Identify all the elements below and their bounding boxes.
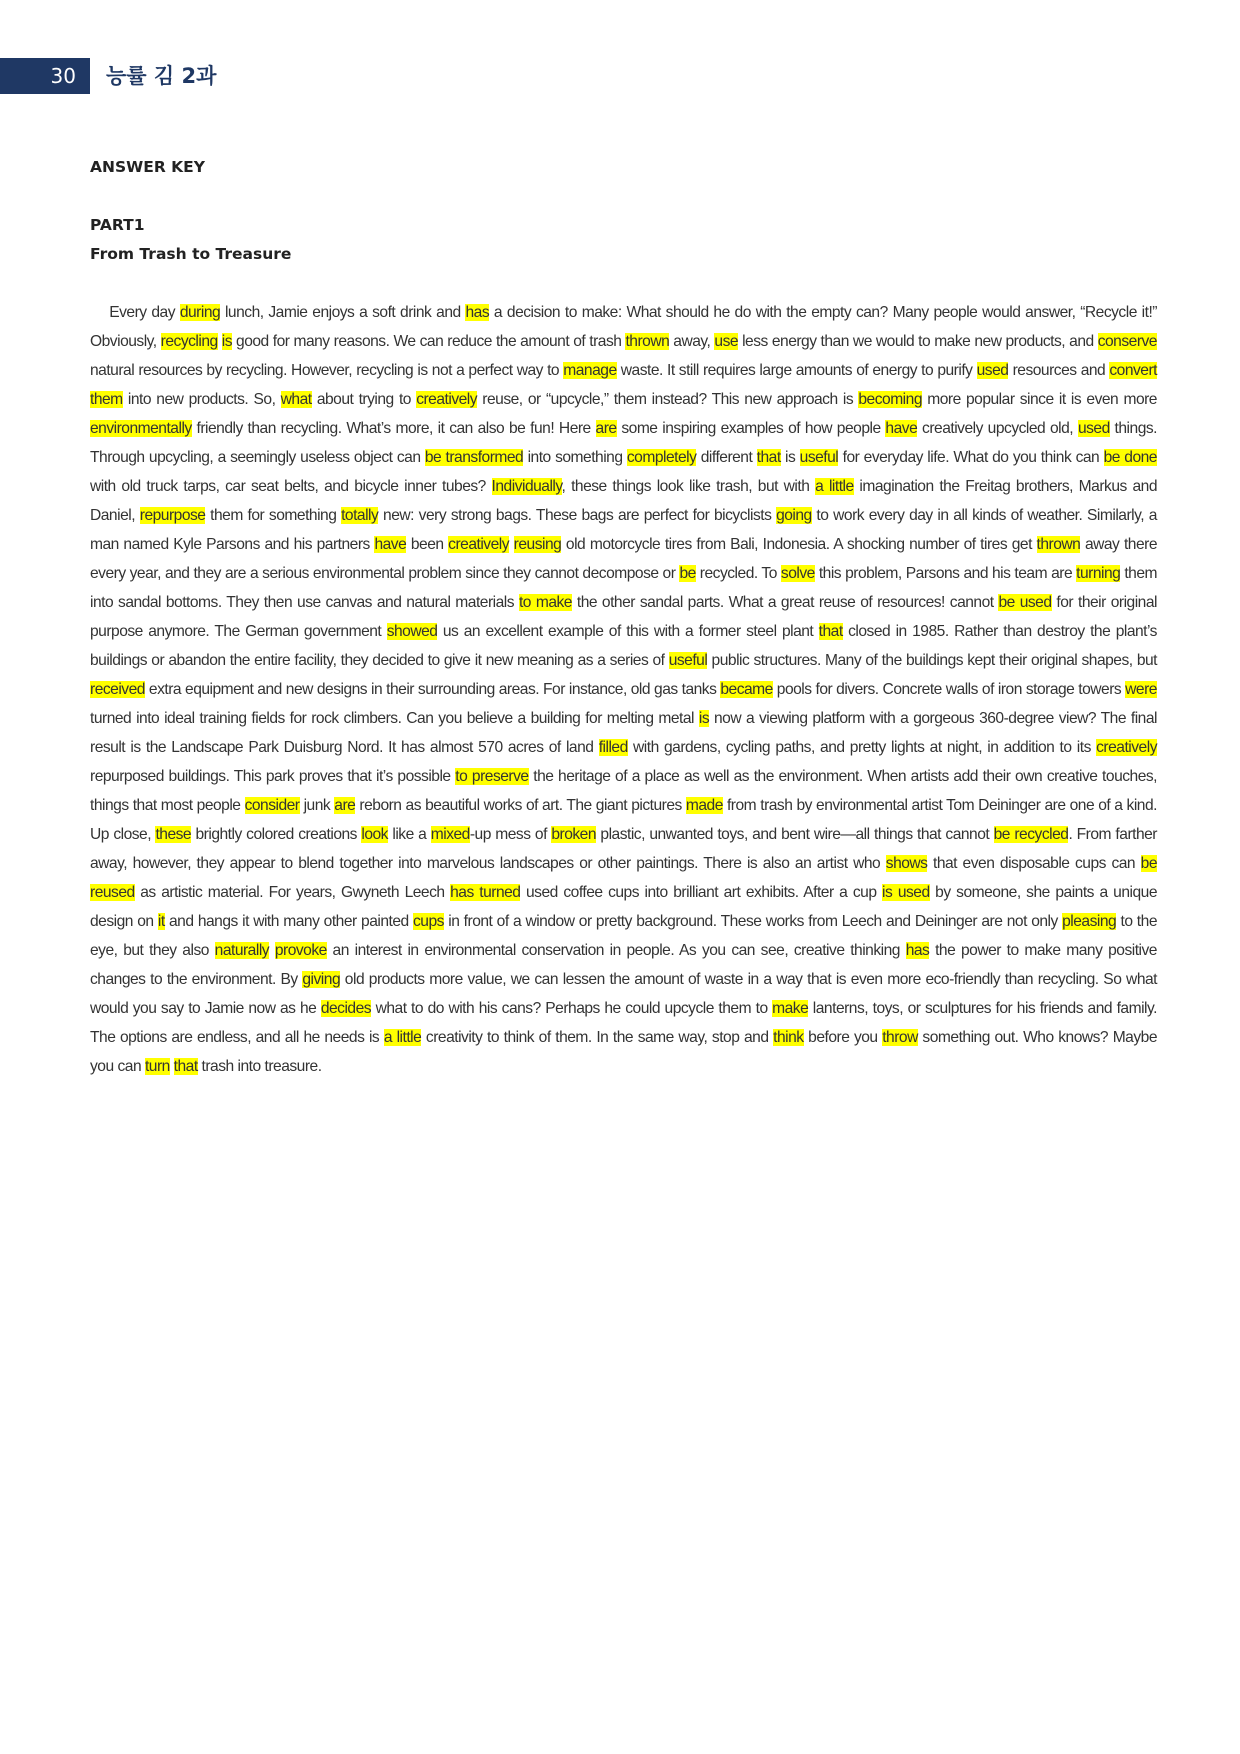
highlighted-answer: use (714, 333, 739, 350)
passage-text: good for many reasons. We can reduce the amount of trash (232, 333, 626, 350)
highlighted-answer: solve (780, 565, 815, 582)
passage-text: lanterns, toys, or sculptures for his friends and family. The options are endless, and all he needs is (90, 1000, 1157, 1046)
passage-text: us an excellent example of this with a former steel plant (437, 623, 819, 640)
passage-text: Every day (109, 304, 180, 321)
highlighted-answer: be recycled (993, 826, 1069, 843)
highlighted-answer: manage (563, 362, 617, 379)
passage-text (269, 942, 275, 959)
page-number: 30 (0, 58, 90, 94)
highlighted-answer: has (905, 942, 930, 959)
passage-text: trash into treasure. (197, 1058, 322, 1075)
passage-text: as artistic material. For years, Gwyneth Leech (134, 884, 451, 901)
passage-text: the power to make many positive changes to the environment. By (90, 942, 1157, 988)
highlighted-answer: what (280, 391, 312, 408)
highlighted-answer: useful (799, 449, 839, 466)
passage-text: before you (803, 1029, 883, 1046)
highlighted-answer: becoming (858, 391, 922, 408)
highlighted-answer: showed (386, 623, 438, 640)
highlighted-answer: be used (998, 594, 1052, 611)
passage-text: what to do with his cans? Perhaps he could upcycle them to (371, 1000, 773, 1017)
passage-text: them for something (205, 507, 342, 524)
highlighted-answer: filled (598, 739, 628, 756)
passage-text: in front of a window or pretty background. These works from Leech and Deininger are not only (443, 913, 1063, 930)
passage-text: brightly colored creations (191, 826, 362, 843)
passage-text: for everyday life. What do you think can (838, 449, 1104, 466)
highlighted-answer: that (173, 1058, 198, 1075)
highlighted-answer: totally (341, 507, 379, 524)
highlighted-answer: recycling (160, 333, 218, 350)
passage-text: new: very strong bags. These bags are perfect for bicyclists (378, 507, 777, 524)
passage-text: recycled. To (695, 565, 781, 582)
highlighted-answer: look (361, 826, 388, 843)
passage-text: things. Through upcycling, a seemingly useless object can (90, 420, 1157, 466)
passage-text: lunch, Jamie enjoys a soft drink and (220, 304, 466, 321)
highlighted-answer: that (818, 623, 843, 640)
highlighted-answer: throw (882, 1029, 918, 1046)
passage-text: reborn as beautiful works of art. The giant pictures (355, 797, 686, 814)
passage-text: some inspiring examples of how people (616, 420, 886, 437)
highlighted-answer: creatively (416, 391, 478, 408)
passage-text: imagination the Freitag brothers, Markus and Daniel, (90, 478, 1157, 524)
passage-text: closed in 1985. Rather than destroy the plant’s buildings or abandon the entire facility, they decided to give it new meaning as a series of (90, 623, 1157, 669)
highlighted-answer: are (595, 420, 617, 437)
chapter-title: 능률 김 2과 (106, 64, 217, 88)
passage-text: into something (523, 449, 627, 466)
highlighted-answer: be transformed (424, 449, 524, 466)
passage-text: , these things look like trash, but with (561, 478, 816, 495)
highlighted-answer: giving (302, 971, 341, 988)
highlighted-answer: creatively (1096, 739, 1157, 756)
passage-text: away, (669, 333, 715, 350)
passage-text: plastic, unwanted toys, and bent wire—all things that cannot (596, 826, 994, 843)
passage-text: by someone, she paints a unique design on (90, 884, 1158, 930)
passage-text: away there every year, and they are a serious environmental problem since they cannot decompose or (90, 536, 1157, 582)
highlighted-answer: have (374, 536, 407, 553)
passage-text: for their original purpose anymore. The German government (90, 594, 1157, 640)
highlighted-answer: made (685, 797, 723, 814)
passage-text: . From farther away, however, they appear to blend together into marvelous landscapes or other paintings. There is also an artist who (90, 826, 1158, 872)
highlighted-answer: used (976, 362, 1009, 379)
highlighted-answer: became (720, 681, 773, 698)
passage-text: extra equipment and new designs in their surrounding areas. For instance, old gas tanks (144, 681, 721, 698)
highlighted-answer: to make (518, 594, 572, 611)
passage-text: old motorcycle tires from Bali, Indonesia. A shocking number of tires get (561, 536, 1037, 553)
highlighted-answer: be (679, 565, 696, 582)
highlighted-answer: turn (144, 1058, 170, 1075)
highlighted-answer: convert (1109, 362, 1157, 379)
passage-text: friendly than recycling. What’s more, it can also be fun! Here (191, 420, 596, 437)
highlighted-answer: creatively (448, 536, 510, 553)
highlighted-answer: completely (626, 449, 697, 466)
passage-text: a decision to make: What should he do with the empty can? Many people would answer, “Recycle it!” Obviously, (90, 304, 1157, 350)
highlighted-answer: that (756, 449, 781, 466)
highlighted-answer: it (157, 913, 165, 930)
passage-text (509, 536, 514, 553)
highlighted-answer: be reused (90, 855, 1158, 901)
part-heading: PART1 (90, 216, 145, 234)
highlighted-answer: these (155, 826, 192, 843)
passage-text: with old truck tarps, car seat belts, and bicycle inner tubes? (90, 478, 492, 495)
highlighted-answer: is used (882, 884, 930, 901)
highlighted-answer: naturally (214, 942, 270, 959)
passage-text: waste. It still requires large amounts of energy to purify (616, 362, 977, 379)
passage-text: this problem, Parsons and his team are (814, 565, 1077, 582)
highlighted-answer: were (1125, 681, 1157, 698)
passage-text: more popular since it is even more (922, 391, 1157, 408)
highlighted-answer: consider (244, 797, 300, 814)
passage-text: different (696, 449, 757, 466)
passage-text: with gardens, cycling paths, and pretty lights at night, in addition to its (627, 739, 1097, 756)
highlighted-answer: useful (668, 652, 708, 669)
highlighted-answer: broken (551, 826, 597, 843)
passage-text: like a (387, 826, 431, 843)
highlighted-answer: has turned (450, 884, 521, 901)
passage-text: creatively upcycled old, (917, 420, 1078, 437)
highlighted-answer: have (885, 420, 918, 437)
passage-text: less energy than we would to make new products, and (738, 333, 1098, 350)
passage-text: the heritage of a place as well as the environment. When artists add their own creative touches, things that most people (90, 768, 1158, 814)
highlighted-answer: shows (885, 855, 928, 872)
highlighted-answer: thrown (625, 333, 670, 350)
highlighted-answer: reusing (513, 536, 562, 553)
passage-text: natural resources by recycling. However, recycling is not a perfect way to (90, 362, 564, 379)
highlighted-answer: has (465, 304, 490, 321)
highlighted-answer: going (776, 507, 812, 524)
highlighted-answer: is (698, 710, 710, 727)
passage-text: and hangs it with many other painted (164, 913, 413, 930)
passage-text: public structures. Many of the buildings kept their original shapes, but (707, 652, 1158, 669)
highlighted-answer: used (1077, 420, 1110, 437)
passage-text: to the eye, but they also (90, 913, 1157, 959)
passage-text: is (780, 449, 800, 466)
highlighted-answer: thrown (1036, 536, 1081, 553)
highlighted-answer: repurpose (139, 507, 206, 524)
passage-text: from trash by environmental artist Tom Deininger are one of a kind. Up close, (90, 797, 1157, 843)
passage-text: something out. Who knows? Maybe you can (90, 1029, 1157, 1075)
passage-text: turned into ideal training fields for rock climbers. Can you believe a building for melting metal (90, 710, 699, 727)
highlighted-answer: decides (320, 1000, 372, 1017)
highlighted-answer: them (90, 391, 123, 408)
highlighted-answer: a little (383, 1029, 422, 1046)
passage-text: about trying to (311, 391, 417, 408)
highlighted-answer: during (179, 304, 221, 321)
highlighted-answer: think (773, 1029, 804, 1046)
passage-text: reuse, or “upcycle,” them instead? This new approach is (477, 391, 859, 408)
passage-text: an interest in environmental conservation in people. As you can see, creative thinking (326, 942, 906, 959)
passage-text: pools for divers. Concrete walls of iron storage towers (772, 681, 1126, 698)
highlighted-answer: is (221, 333, 232, 350)
passage-body (90, 298, 1157, 1081)
passage-text: junk (299, 797, 335, 814)
highlighted-answer: make (772, 1000, 809, 1017)
highlighted-answer: to preserve (455, 768, 529, 785)
highlighted-answer: pleasing (1062, 913, 1117, 930)
passage-text: creativity to think of them. In the same way, stop and (421, 1029, 774, 1046)
highlighted-answer: received (90, 681, 145, 698)
highlighted-answer: Individually (491, 478, 562, 495)
passage-text: to work every day in all kinds of weather. Similarly, a man named Kyle Parsons and his partners (90, 507, 1157, 553)
passage-text: the other sandal parts. What a great reuse of resources! cannot (571, 594, 999, 611)
answer-key-heading: ANSWER KEY (90, 158, 205, 176)
passage-text: now a viewing platform with a gorgeous 360-degree view? The final result is the Landscape Park Duisburg Nord. It has almost 570 acres of land (90, 710, 1157, 756)
passage-text: that even disposable cups can (927, 855, 1141, 872)
highlighted-answer: be done (1103, 449, 1157, 466)
highlighted-answer: a little (815, 478, 854, 495)
passage-text: -up mess of (469, 826, 552, 843)
passage-title: From Trash to Treasure (90, 245, 292, 263)
passage-text: been (406, 536, 449, 553)
highlighted-answer: turning (1076, 565, 1121, 582)
passage-text: used coffee cups into brilliant art exhibits. After a cup (520, 884, 883, 901)
passage-text: them into sandal bottoms. They then use canvas and natural materials (90, 565, 1157, 611)
highlighted-answer: are (334, 797, 356, 814)
passage-text: old products more value, we can lessen the amount of waste in a way that is even more eco-friendly than recycling. So what would you say to Jamie now as he (90, 971, 1157, 1017)
highlighted-answer: conserve (1097, 333, 1157, 350)
highlighted-answer: cups (412, 913, 444, 930)
passage-text: resources and (1008, 362, 1110, 379)
paragraph-indent (90, 304, 109, 321)
highlighted-answer: environmentally (90, 420, 192, 437)
passage-text: into new products. So, (122, 391, 281, 408)
highlighted-answer: mixed (430, 826, 470, 843)
passage-text: repurposed buildings. This park proves that it’s possible (90, 768, 456, 785)
highlighted-answer: provoke (274, 942, 327, 959)
